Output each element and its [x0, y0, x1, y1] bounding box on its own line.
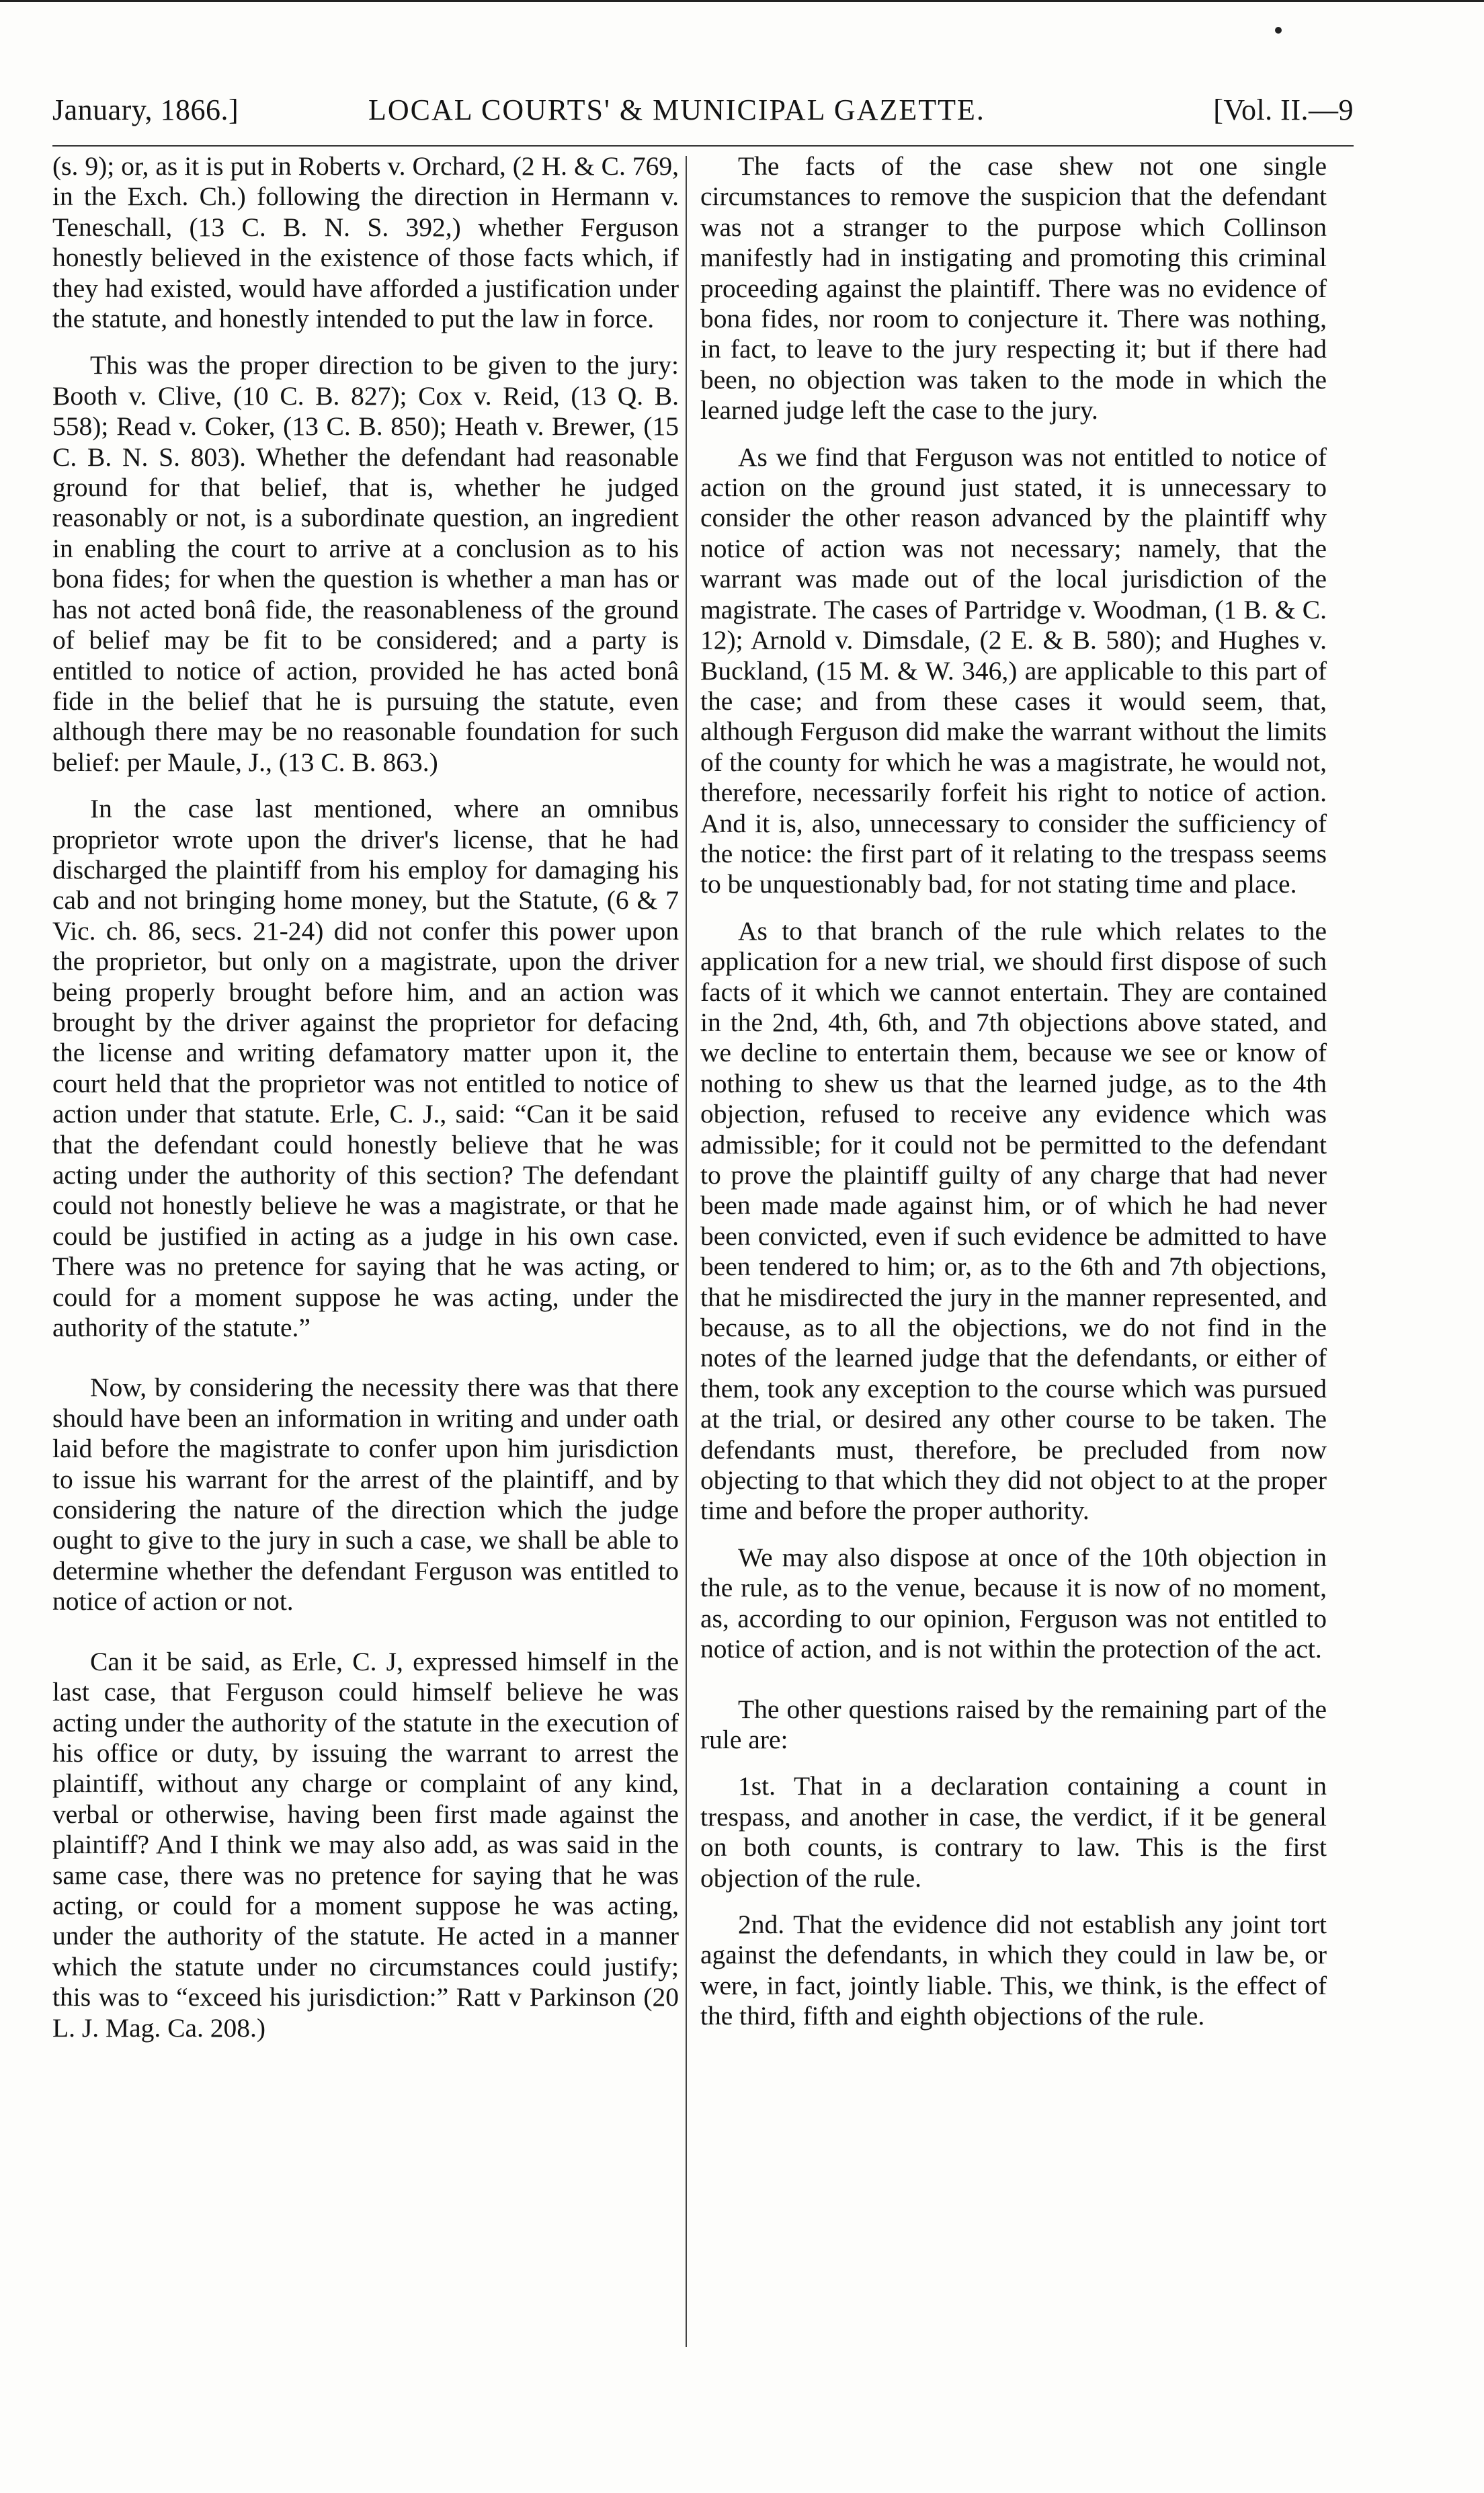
column-divider — [686, 156, 687, 2347]
paragraph: As we find that Ferguson was not entitled to notice of action on the ground just stated, it is unnecessary to consider the other reason advanced by the plaintiff why notice of action was not necessary; namely, that the warrant was made out of the local jurisdiction of the magistrate. The cases of Partridge v. Woodman, (1 B. & C. 12); Arnold v. Dimsdale, (2 E. & B. 580); and Hughes v. Buckland, (15 M. & W. 346,) are applicable to this part of the case; and from these cases it would seem, that, although Ferguson did make the warrant without the limits of the county for which he was a magistrate, he would not, therefore, necessarily forfeit his right to notice of action. And it is, also, unnecessary to consider the sufficiency of the notice: the first part of it relating to the trespass seems to be unquestionably bad, for not stating time and place. — [700, 442, 1327, 899]
paragraph: 1st. That in a declaration containing a count in trespass, and another in case, the verdict, if it be general on both counts, is contrary to law. This is the first objection of the rule. — [700, 1771, 1327, 1893]
top-border-rule — [0, 0, 1484, 7]
paragraph: As to that branch of the rule which relates to the application for a new trial, we should first dispose of such facts of it which we cannot entertain. They are contained in the 2nd, 4th, 6th, and 7th objections above stated, and we decline to entertain them, because we see or know of nothing to shew us that the learned judge, as to the 4th objection, refused to receive any evidence which was admissible; for it could not be permitted to the defendant to prove the plaintiff guilty of any charge that had never been made made against him, or of which he had never been convicted, even if such evidence be admitted to have been tendered to him; or, as to the 6th and 7th objections, that he misdirected the jury in the manner represented, and because, as to all the objections, we do not find in the notes of the learned judge that the defendants, or either of them, took any exception to the course which was pursued at the trial, or desired any other course to be taken. The defendants must, therefore, be precluded from now objecting to that which they did not object to at the proper time and before the proper authority. — [700, 915, 1327, 1526]
header-date: January, 1866.] — [52, 93, 239, 126]
paragraph: Can it be said, as Erle, C. J, expressed himself in the last case, that Ferguson could himself believe he was acting under the authority of the statute in the execution of his office or duty, by issuing the warrant to arrest the plaintiff, without any charge or complaint of any kind, verbal or otherwise, having been first made against the plaintiff? And I think we may also add, as was said in the same case, there was no pretence for saying that he was acting, or could for a moment suppose he was acting, under the authority of the statute. He acted in a manner which the statute under no circumstances could justify; this was to “exceed his jurisdiction:” Ratt v Parkinson (20 L. J. Mag. Ca. 208.) — [52, 1646, 679, 2043]
paragraph: This was the proper direction to be given to the jury: Booth v. Clive, (10 C. B. 827); Cox v. Reid, (13 Q. B. 558); Read v. Coker, (13 C. B. 850); Heath v. Brewer, (15 C. B. N. S. 803). Whether the defendant had reasonable ground for that belief, that is, whether he judged reasonably or not, is a subordinate question, an ingredient in enabling the court to arrive at a conclusion as to his bona fides; for when the question is whether a man has or has not acted bonâ fide, the reasonableness of the ground of belief may be fit to be considered; and a party is entitled to notice of action, provided he has acted bonâ fide in the belief that he is pursuing the statute, even although there may be no reasonable foundation for such belief: per Maule, J., (13 C. B. 863.) — [52, 350, 679, 777]
left-column — [52, 151, 679, 2043]
paragraph: The other questions raised by the remaining part of the rule are: — [700, 1694, 1327, 1754]
paragraph: Now, by considering the necessity there was that there should have been an information in writing and under oath laid before the magistrate to confer upon him jurisdiction to issue his warrant for the arrest of the plaintiff, and by considering the nature of the direction which the judge ought to give to the jury in such a case, we shall be able to determine whether the defendant Ferguson was entitled to notice of action or not. — [52, 1373, 679, 1617]
header-rule — [52, 145, 1354, 147]
page-header — [52, 93, 1354, 136]
paragraph: (s. 9); or, as it is put in Roberts v. Orchard, (2 H. & C. 769, in the Exch. Ch.) following the direction in Hermann v. Teneschall, (13 C. B. N. S. 392,) whether Ferguson honestly believed in the existence of those facts which, if they had existed, would have afforded a justification under the statute, and honestly intended to put the law in force. — [52, 151, 679, 334]
header-volume: [Vol. II.—9 — [1213, 93, 1354, 126]
paragraph: The facts of the case shew not one single circumstances to remove the suspicion that the defendant was not a stranger to the purpose which Collinson manifestly had in instigating and promoting this criminal proceeding against the plaintiff. There was no evidence of bona fides, nor room to conjecture it. There was nothing, in fact, to leave to the jury respecting it; but if there had been, no objection was taken to the mode in which the learned judge left the case to the jury. — [700, 151, 1327, 425]
paragraph: In the case last mentioned, where an omnibus proprietor wrote upon the driver's license, that he had discharged the plaintiff from his employ for damaging his cab and not bringing home money, but the Statute, (6 & 7 Vic. ch. 86, secs. 21-24) did not confer this power upon the proprietor, but only on a magistrate, upon the driver being properly brought before him, and an action was brought by the driver against the proprietor for defacing the license and writing defamatory matter upon it, the court held that the proprietor was not entitled to notice of action under that statute. Erle, C. J., said: “Can it be said that the defendant could honestly believe that he was acting under the authority of this section? The defendant could not honestly believe he was a magistrate, or that he could be justified in acting as a judge in his own case. There was no pretence for saying that he was acting, or could for a moment suppose he was acting, under the authority of the statute.” — [52, 794, 679, 1343]
header-title: LOCAL COURTS' & MUNICIPAL GAZETTE. — [368, 93, 985, 126]
right-column — [700, 151, 1327, 2032]
paragraph: We may also dispose at once of the 10th objection in the rule, as to the venue, because it is now of no moment, as, according to our opinion, Ferguson was not entitled to notice of action, and is not within the protection of the act. — [700, 1542, 1327, 1664]
paragraph: 2nd. That the evidence did not establish any joint tort against the defendants, in which they could in law be, or were, in fact, jointly liable. This, we think, is the effect of the third, fifth and eighth objections of the rule. — [700, 1909, 1327, 2031]
print-speck — [1275, 27, 1282, 34]
